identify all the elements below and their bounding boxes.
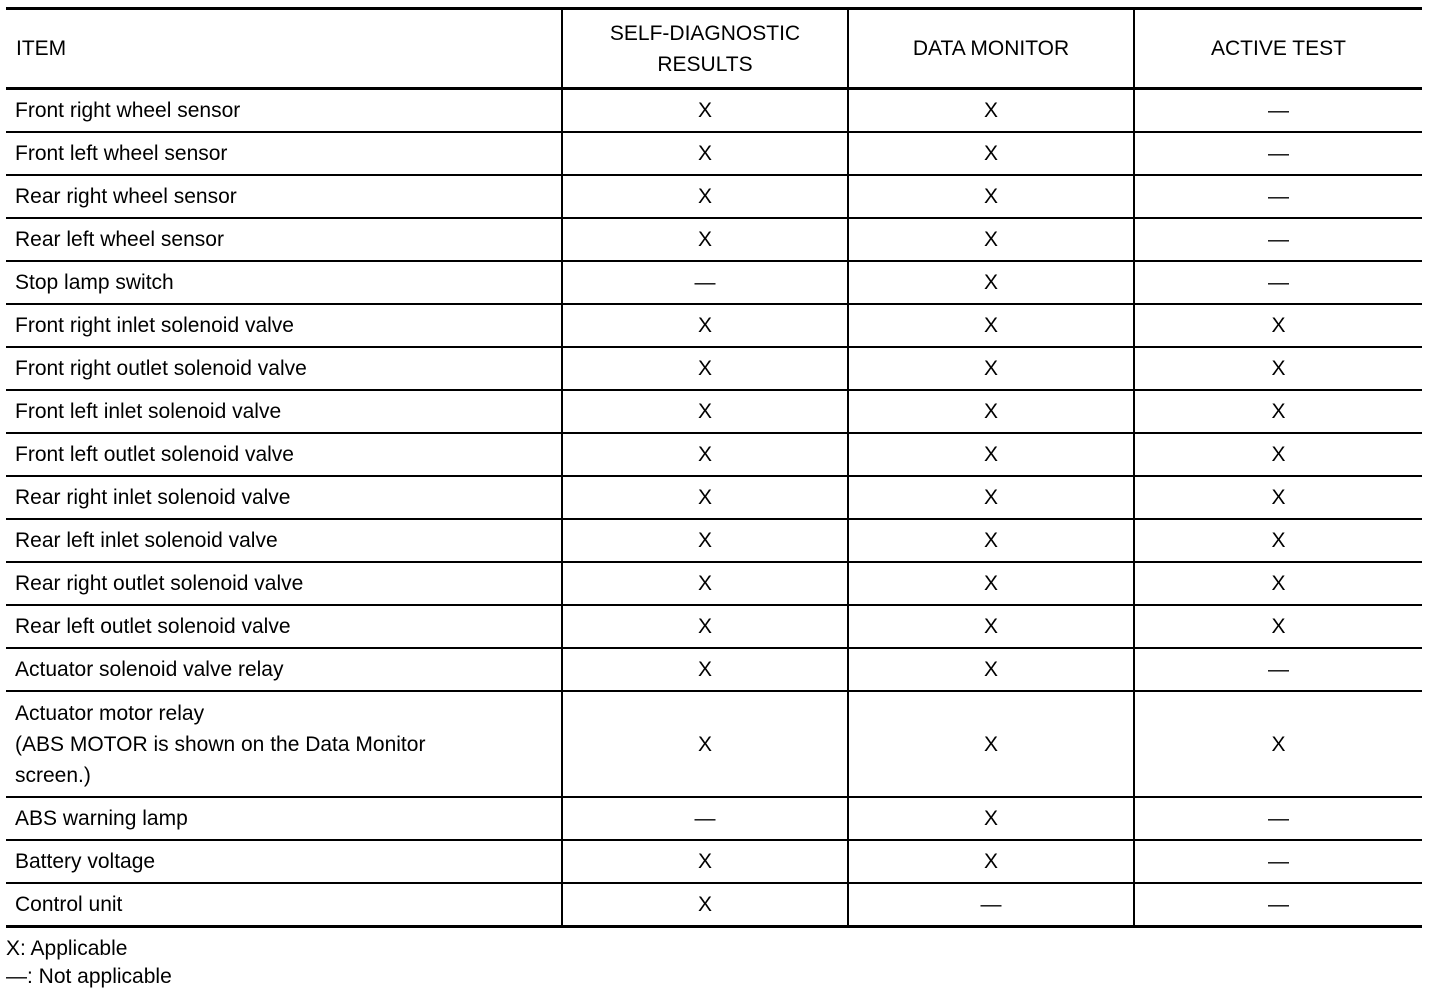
self-diagnostic-mark: — [562,797,848,840]
table-row [6,797,1422,840]
table-row [6,562,1422,605]
row-item: Stop lamp switch [6,261,562,304]
self-diagnostic-mark: X [562,562,848,605]
row-item-line: (ABS MOTOR is shown on the Data Monitor [15,732,426,756]
self-diagnostic-mark: — [562,261,848,304]
self-diagnostic-mark: X [562,648,848,691]
active-test-mark: X [1134,476,1422,519]
self-diagnostic-mark: X [562,89,848,133]
active-test-mark: — [1134,175,1422,218]
row-item: Front right inlet solenoid valve [6,304,562,347]
data-monitor-mark: X [848,476,1134,519]
active-test-mark: — [1134,89,1422,133]
self-diagnostic-mark: X [562,218,848,261]
table-row [6,132,1422,175]
self-diagnostic-mark: X [562,883,848,927]
row-item: Front left inlet solenoid valve [6,390,562,433]
header-self-diagnostic-line1: SELF-DIAGNOSTIC [609,21,801,45]
table-row [6,261,1422,304]
table-row [6,390,1422,433]
self-diagnostic-mark: X [562,347,848,390]
self-diagnostic-mark: X [562,433,848,476]
self-diagnostic-mark: X [562,476,848,519]
active-test-mark: X [1134,433,1422,476]
active-test-mark: X [1134,691,1422,797]
row-item [6,691,562,797]
row-item: Rear right outlet solenoid valve [6,562,562,605]
self-diagnostic-mark: X [562,519,848,562]
data-monitor-mark: X [848,648,1134,691]
row-item: Rear right wheel sensor [6,175,562,218]
row-item: Rear left inlet solenoid valve [6,519,562,562]
data-monitor-mark: X [848,390,1134,433]
table-row [6,175,1422,218]
table-row [6,691,1422,797]
data-monitor-mark: X [848,691,1134,797]
self-diagnostic-mark: X [562,605,848,648]
header-active-test: ACTIVE TEST [1134,9,1422,89]
active-test-mark: — [1134,261,1422,304]
data-monitor-mark: X [848,304,1134,347]
self-diagnostic-mark: X [562,840,848,883]
data-monitor-mark: X [848,605,1134,648]
data-monitor-mark: X [848,797,1134,840]
table-row [6,347,1422,390]
self-diagnostic-mark: X [562,175,848,218]
data-monitor-mark: X [848,562,1134,605]
table-row [6,218,1422,261]
row-item: Rear left wheel sensor [6,218,562,261]
row-item: Front left wheel sensor [6,132,562,175]
table-row [6,840,1422,883]
table-row [6,304,1422,347]
data-monitor-mark: X [848,261,1134,304]
header-self-diagnostic-results [562,9,848,89]
active-test-mark: — [1134,218,1422,261]
legend [6,935,172,991]
data-monitor-mark: X [848,89,1134,133]
self-diagnostic-mark: X [562,304,848,347]
active-test-mark: — [1134,797,1422,840]
table-row [6,433,1422,476]
data-monitor-mark: X [848,218,1134,261]
legend-applicable: X: Applicable [6,937,128,960]
table-row [6,605,1422,648]
data-monitor-mark: X [848,519,1134,562]
data-monitor-mark: X [848,132,1134,175]
self-diagnostic-mark: X [562,132,848,175]
diagnostic-items-table-wrapper [6,7,1422,928]
active-test-mark: X [1134,390,1422,433]
header-data-monitor: DATA MONITOR [848,9,1134,89]
active-test-mark: — [1134,648,1422,691]
active-test-mark: X [1134,304,1422,347]
row-item: Control unit [6,883,562,927]
row-item-line: Actuator motor relay [15,701,205,725]
self-diagnostic-mark: X [562,691,848,797]
data-monitor-mark: X [848,175,1134,218]
row-item: Front right wheel sensor [6,89,562,133]
legend-not-applicable: —: Not applicable [6,965,172,988]
data-monitor-mark: X [848,347,1134,390]
row-item: Battery voltage [6,840,562,883]
self-diagnostic-mark: X [562,390,848,433]
active-test-mark: X [1134,605,1422,648]
active-test-mark: — [1134,132,1422,175]
table-header-row [6,9,1422,89]
header-self-diagnostic-line2: RESULTS [657,52,753,76]
row-item: Front right outlet solenoid valve [6,347,562,390]
row-item: Rear right inlet solenoid valve [6,476,562,519]
table-row [6,883,1422,927]
row-item: ABS warning lamp [6,797,562,840]
table-row [6,519,1422,562]
data-monitor-mark: — [848,883,1134,927]
active-test-mark: X [1134,347,1422,390]
table-row [6,476,1422,519]
row-item: Front left outlet solenoid valve [6,433,562,476]
active-test-mark: — [1134,840,1422,883]
diagnostic-items-table [6,7,1422,928]
active-test-mark: X [1134,562,1422,605]
table-row [6,648,1422,691]
header-item: ITEM [6,9,562,89]
active-test-mark: X [1134,519,1422,562]
active-test-mark: — [1134,883,1422,927]
row-item-line: screen.) [15,763,91,787]
data-monitor-mark: X [848,840,1134,883]
row-item: Actuator solenoid valve relay [6,648,562,691]
table-row [6,89,1422,133]
data-monitor-mark: X [848,433,1134,476]
row-item: Rear left outlet solenoid valve [6,605,562,648]
